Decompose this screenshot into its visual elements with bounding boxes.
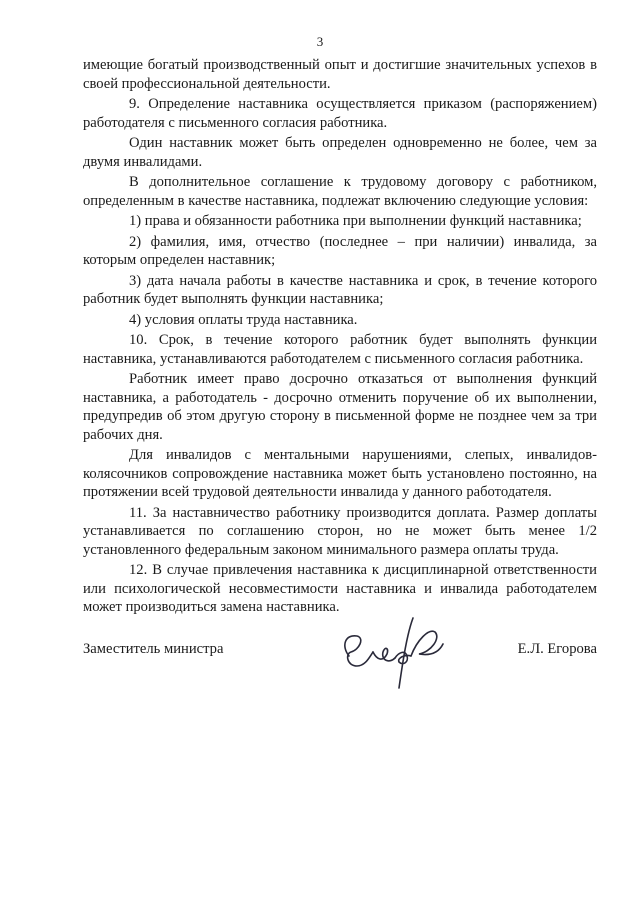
- condition-2: 2) фамилия, имя, отчество (последнее – при наличии) инвалида, за которым определен наставник;: [83, 233, 597, 268]
- signatory-title: Заместитель министра: [83, 641, 224, 657]
- paragraph-additional-agreement: В дополнительное соглашение к трудовому договору с работником, определенным в качестве наставника, подлежат включению следующие условия:: [83, 174, 597, 209]
- paragraph-item-9: 9. Определение наставника осуществляется приказом (распоряжением) работодателя с письменного согласия работника.: [83, 96, 597, 131]
- paragraph-item-10: 10. Срок, в течение которого работник будет выполнять функции наставника, устанавливаются работодателем с письменного согласия работника.: [83, 332, 597, 367]
- condition-3: 3) дата начала работы в качестве наставника и срок, в течение которого работник будет выполнять функции наставника;: [83, 272, 597, 307]
- document-body: [83, 56, 597, 619]
- paragraph-mentor-limit: Один наставник может быть определен одновременно не более, чем за двумя инвалидами.: [83, 135, 597, 170]
- signatory-name: Е.Л. Егорова: [517, 641, 597, 657]
- handwritten-signature-icon: [335, 612, 455, 692]
- page-number: 3: [316, 34, 324, 49]
- paragraph-item-11: 11. За наставничество работнику производится доплата. Размер доплаты устанавливается по соглашению сторон, но не может быть менее 1/2 установленного федеральным законом минимального размера оплаты труда.: [83, 504, 597, 558]
- signature-block: [83, 612, 597, 692]
- paragraph-permanent-support: Для инвалидов с ментальными нарушениями, слепых, инвалидов-колясочников сопровождение наставника может быть установлено постоянно, на протяжении всей трудовой деятельности инвалида у данного работодателя.: [83, 447, 597, 500]
- condition-1: 1) права и обязанности работника при выполнении функций наставника;: [129, 213, 582, 229]
- paragraph-item-12: 12. В случае привлечения наставника к дисциплинарной ответственности или психологической несовместимости наставника и инвалида работодателем может производиться замена наставника.: [83, 562, 597, 615]
- paragraph-continuation: имеющие богатый производственный опыт и достигшие значительных успехов в своей профессиональной деятельности.: [83, 57, 597, 92]
- paragraph-early-termination: Работник имеет право досрочно отказаться от выполнения функций наставника, а работодатель - досрочно отменить поручение об их выполнении, предупредив об этом другую сторону в письменной форме не позднее чем за три рабочих дня.: [83, 371, 597, 443]
- condition-4: 4) условия оплаты труда наставника.: [129, 311, 358, 328]
